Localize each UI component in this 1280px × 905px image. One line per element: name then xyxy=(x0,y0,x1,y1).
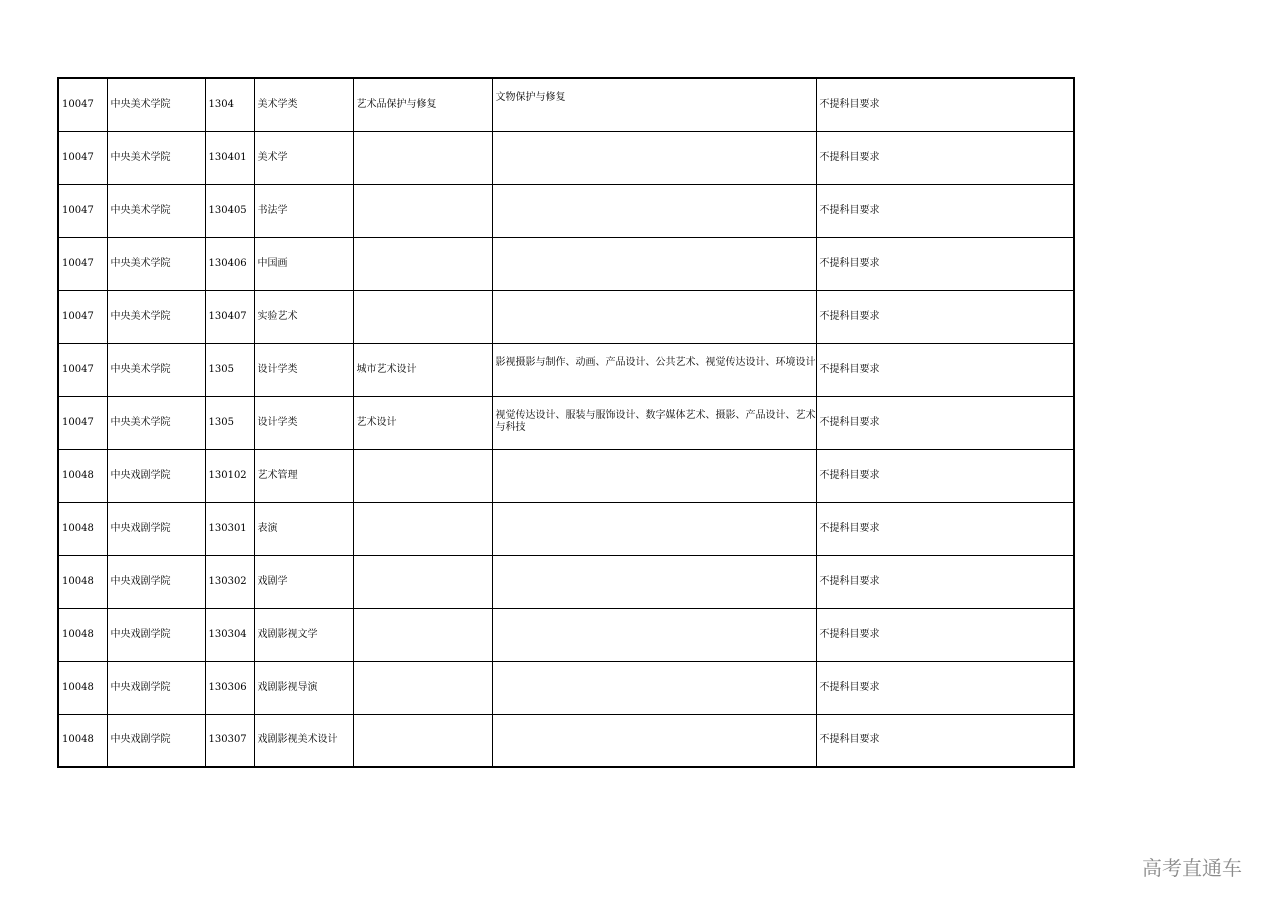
major-name-cell: 艺术管理 xyxy=(254,449,353,502)
subject-requirement-cell: 不提科目要求 xyxy=(816,555,1074,608)
subject-requirement-cell: 不提科目要求 xyxy=(816,449,1074,502)
category-cell xyxy=(353,502,492,555)
school-code-cell: 10047 xyxy=(58,237,107,290)
category-cell xyxy=(353,237,492,290)
subject-requirement-cell: 不提科目要求 xyxy=(816,343,1074,396)
subject-requirement-cell: 不提科目要求 xyxy=(816,78,1074,131)
table-row xyxy=(58,608,1074,661)
table-row xyxy=(58,661,1074,714)
subject-requirement-cell: 不提科目要求 xyxy=(816,237,1074,290)
school-code-cell: 10048 xyxy=(58,502,107,555)
subject-requirement-cell: 不提科目要求 xyxy=(816,290,1074,343)
major-name-cell: 书法学 xyxy=(254,184,353,237)
subject-requirement-cell: 不提科目要求 xyxy=(816,714,1074,767)
subject-requirement-cell: 不提科目要求 xyxy=(816,661,1074,714)
major-name-cell: 美术学类 xyxy=(254,78,353,131)
category-cell xyxy=(353,608,492,661)
category-cell xyxy=(353,131,492,184)
major-code-cell: 130407 xyxy=(205,290,254,343)
school-name-cell: 中央戏剧学院 xyxy=(107,661,205,714)
watermark-text: 高考直通车 xyxy=(1142,856,1242,880)
school-code-cell: 10048 xyxy=(58,449,107,502)
school-code-cell: 10048 xyxy=(58,608,107,661)
major-name-cell: 戏剧学 xyxy=(254,555,353,608)
major-name-cell: 实验艺术 xyxy=(254,290,353,343)
included-majors-cell xyxy=(492,131,816,184)
major-code-cell: 130307 xyxy=(205,714,254,767)
category-cell xyxy=(353,714,492,767)
included-majors-cell: 视觉传达设计、服装与服饰设计、数字媒体艺术、摄影、产品设计、艺术与科技 xyxy=(492,396,816,449)
school-name-cell: 中央美术学院 xyxy=(107,131,205,184)
major-code-cell: 130102 xyxy=(205,449,254,502)
major-code-cell: 1305 xyxy=(205,343,254,396)
school-name-cell: 中央戏剧学院 xyxy=(107,449,205,502)
included-majors-cell xyxy=(492,555,816,608)
school-name-cell: 中央美术学院 xyxy=(107,237,205,290)
school-name-cell: 中央美术学院 xyxy=(107,343,205,396)
subject-requirements-table xyxy=(57,77,1075,768)
major-name-cell: 表演 xyxy=(254,502,353,555)
school-name-cell: 中央戏剧学院 xyxy=(107,608,205,661)
school-code-cell: 10048 xyxy=(58,714,107,767)
table-row xyxy=(58,502,1074,555)
major-name-cell: 美术学 xyxy=(254,131,353,184)
school-name-cell: 中央美术学院 xyxy=(107,184,205,237)
school-code-cell: 10047 xyxy=(58,396,107,449)
major-name-cell: 设计学类 xyxy=(254,396,353,449)
major-code-cell: 130306 xyxy=(205,661,254,714)
major-name-cell: 戏剧影视美术设计 xyxy=(254,714,353,767)
category-cell xyxy=(353,555,492,608)
category-cell: 艺术品保护与修复 xyxy=(353,78,492,131)
school-code-cell: 10047 xyxy=(58,131,107,184)
category-cell xyxy=(353,449,492,502)
school-code-cell: 10047 xyxy=(58,343,107,396)
included-majors-cell xyxy=(492,502,816,555)
category-cell: 艺术设计 xyxy=(353,396,492,449)
included-majors-cell xyxy=(492,184,816,237)
major-name-cell: 中国画 xyxy=(254,237,353,290)
school-name-cell: 中央戏剧学院 xyxy=(107,714,205,767)
major-code-cell: 1305 xyxy=(205,396,254,449)
table-row xyxy=(58,343,1074,396)
category-cell: 城市艺术设计 xyxy=(353,343,492,396)
included-majors-cell xyxy=(492,449,816,502)
school-name-cell: 中央戏剧学院 xyxy=(107,502,205,555)
subject-requirement-cell: 不提科目要求 xyxy=(816,131,1074,184)
school-code-cell: 10047 xyxy=(58,78,107,131)
category-cell xyxy=(353,184,492,237)
major-code-cell: 130301 xyxy=(205,502,254,555)
table-row xyxy=(58,714,1074,767)
major-code-cell: 130406 xyxy=(205,237,254,290)
included-majors-cell: 影视摄影与制作、动画、产品设计、公共艺术、视觉传达设计、环境设计 xyxy=(492,343,816,396)
major-code-cell: 130405 xyxy=(205,184,254,237)
table-row xyxy=(58,290,1074,343)
major-name-cell: 设计学类 xyxy=(254,343,353,396)
table-row xyxy=(58,78,1074,131)
major-code-cell: 1304 xyxy=(205,78,254,131)
major-code-cell: 130302 xyxy=(205,555,254,608)
school-code-cell: 10047 xyxy=(58,184,107,237)
major-name-cell: 戏剧影视文学 xyxy=(254,608,353,661)
table-body xyxy=(58,78,1074,767)
school-name-cell: 中央戏剧学院 xyxy=(107,555,205,608)
school-code-cell: 10048 xyxy=(58,661,107,714)
school-code-cell: 10047 xyxy=(58,290,107,343)
major-code-cell: 130304 xyxy=(205,608,254,661)
subject-requirement-cell: 不提科目要求 xyxy=(816,502,1074,555)
included-majors-cell xyxy=(492,714,816,767)
subject-requirement-cell: 不提科目要求 xyxy=(816,184,1074,237)
major-code-cell: 130401 xyxy=(205,131,254,184)
category-cell xyxy=(353,290,492,343)
school-name-cell: 中央美术学院 xyxy=(107,290,205,343)
table-row xyxy=(58,131,1074,184)
table-row xyxy=(58,396,1074,449)
table-row xyxy=(58,449,1074,502)
subject-requirement-cell: 不提科目要求 xyxy=(816,608,1074,661)
table-row xyxy=(58,184,1074,237)
table-row xyxy=(58,237,1074,290)
school-name-cell: 中央美术学院 xyxy=(107,396,205,449)
major-name-cell: 戏剧影视导演 xyxy=(254,661,353,714)
table-row xyxy=(58,555,1074,608)
included-majors-cell: 文物保护与修复 xyxy=(492,78,816,131)
included-majors-cell xyxy=(492,237,816,290)
included-majors-cell xyxy=(492,661,816,714)
school-code-cell: 10048 xyxy=(58,555,107,608)
category-cell xyxy=(353,661,492,714)
subject-requirement-cell: 不提科目要求 xyxy=(816,396,1074,449)
included-majors-cell xyxy=(492,608,816,661)
included-majors-cell xyxy=(492,290,816,343)
school-name-cell: 中央美术学院 xyxy=(107,78,205,131)
